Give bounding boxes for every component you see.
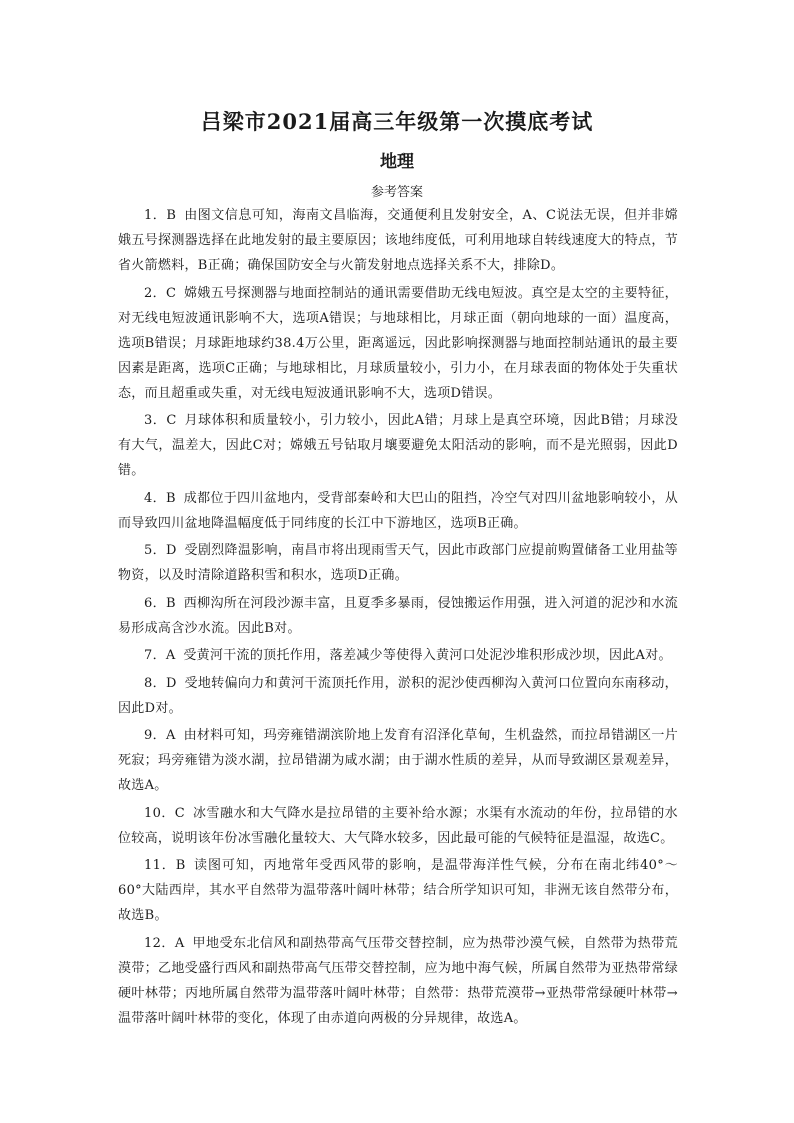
answer-text: 西柳沟所在河段沙源丰富，且夏季多暴雨，侵蚀搬运作用强，进入河道的泥沙和水流易形成高含沙水流。因此B对。 [118, 595, 678, 636]
answer-number: 6．B [144, 595, 176, 611]
answer-number: 3．C [144, 413, 177, 428]
answer-number: 7．A [144, 648, 176, 663]
answer-text: 受剧烈降温影响，南昌市将出现雨雪天气，因此市政部门应提前购置储备工业用盐等物资，以及时清除道路积雪和积水，选项D正确。 [118, 543, 678, 583]
answer-item [118, 591, 678, 641]
answer-number: 9．A [144, 728, 176, 743]
answer-item [118, 486, 678, 536]
answer-item [118, 408, 678, 483]
answer-list [118, 203, 678, 1033]
answer-item [118, 853, 678, 928]
answer-item [118, 801, 678, 851]
answer-text: 冰雪融水和大气降水是拉昂错的主要补给水源；水渠有水流动的年份，拉昂错的水位较高，说明该年份冰雪融化量较大、大气降水较多，因此最可能的气候特征是温湿，故选C。 [118, 805, 678, 846]
answer-text: 受黄河干流的顶托作用，落差减少等使得入黄河口处泥沙堆积形成沙坝，因此A对。 [183, 648, 672, 663]
answer-number: 5．D [144, 543, 177, 558]
answer-item [118, 643, 678, 668]
answer-item [118, 281, 678, 406]
answer-item [118, 538, 678, 588]
answer-number: 2．C [144, 285, 177, 301]
answer-number: 4．B [144, 490, 176, 506]
answer-text: 由材料可知，玛旁雍错湖滨阶地上发育有沼泽化草甸，生机盎然，而拉昂错湖区一片死寂；玛旁雍错为淡水湖，拉昂错湖为咸水湖；由于湖水性质的差异，从而导致湖区景观差异，故选A。 [118, 728, 679, 793]
answer-text: 月球体积和质量较小，引力较小，因此A错；月球上是真空环境，因此B错；月球没有大气，温差大，因此C对；嫦娥五号钻取月壤要避免太阳活动的影响，而不是光照弱，因此D错。 [118, 413, 679, 478]
answer-number: 1．B [144, 208, 177, 223]
answer-text: 由图文信息可知，海南文昌临海，交通便利且发射安全，A、C说法无误，但并非嫦娥五号探测器选择在此地发射的最主要原因；该地纬度低，可利用地球自转线速度大的特点，节省火箭燃料，B正确；确保国防安全与火箭发射地点选择关系不大，排除D。 [118, 208, 678, 273]
answer-item [118, 203, 678, 278]
answer-text: 成都位于四川盆地内，受背部秦岭和大巴山的阻挡，冷空气对四川盆地影响较小，从而导致四川盆地降温幅度低于同纬度的长江中下游地区，选项B正确。 [118, 490, 678, 531]
answer-text: 嫦娥五号探测器与地面控制站的通讯需要借助无线电短波。真空是太空的主要特征，对无线电短波通讯影响不大，选项A错误；与地球相比，月球正面（朝向地球的一面）温度高，选项B错误；月球距地球约38.4万公里，距离遥远，因此影响探测器与地面控制站通讯的最主要因素是距离，选项C正确；与地球相比，月球质量较小，引力小，在月球表面的物体处于失重状态，而且超重或失重，对无线电短波通讯影响不大，选项D错误。 [118, 285, 678, 401]
answer-text: 读图可知，丙地常年受西风带的影响，是温带海洋性气候，分布在南北纬40°～60°大陆西岸，其水平自然带为温带落叶阔叶林带；结合所学知识可知，非洲无该自然带分布，故选B。 [118, 858, 678, 923]
answer-number: 8．D [144, 675, 177, 691]
answer-item [118, 723, 678, 798]
answer-text: 甲地受东北信风和副热带高气压带交替控制，应为热带沙漠气候，自然带为热带荒漠带；乙地受盛行西风和副热带高气压带交替控制，应为地中海气候，所属自然带为亚热带常绿硬叶林带；丙地所属自然带为温带落叶阔叶林带；自然带：热带荒漠带→亚热带常绿硬叶林带→温带落叶阔叶林带的变化，体现了由赤道向两极的分异规律，故选A。 [118, 935, 678, 1026]
page-title: 吕梁市2021届高三年级第一次摸底考试 [200, 109, 594, 134]
answer-number: 12．A [144, 935, 185, 951]
answer-number: 10．C [144, 805, 186, 821]
answer-number: 11．B [144, 858, 186, 873]
answer-item [118, 931, 678, 1031]
answer-item [118, 671, 678, 721]
subject-heading: 地理 [380, 152, 414, 172]
answer-text: 受地转偏向力和黄河干流顶托作用，淤积的泥沙使西柳沟入黄河口位置向东南移动，因此D对。 [118, 675, 678, 716]
section-label: 参考答案 [370, 185, 423, 200]
